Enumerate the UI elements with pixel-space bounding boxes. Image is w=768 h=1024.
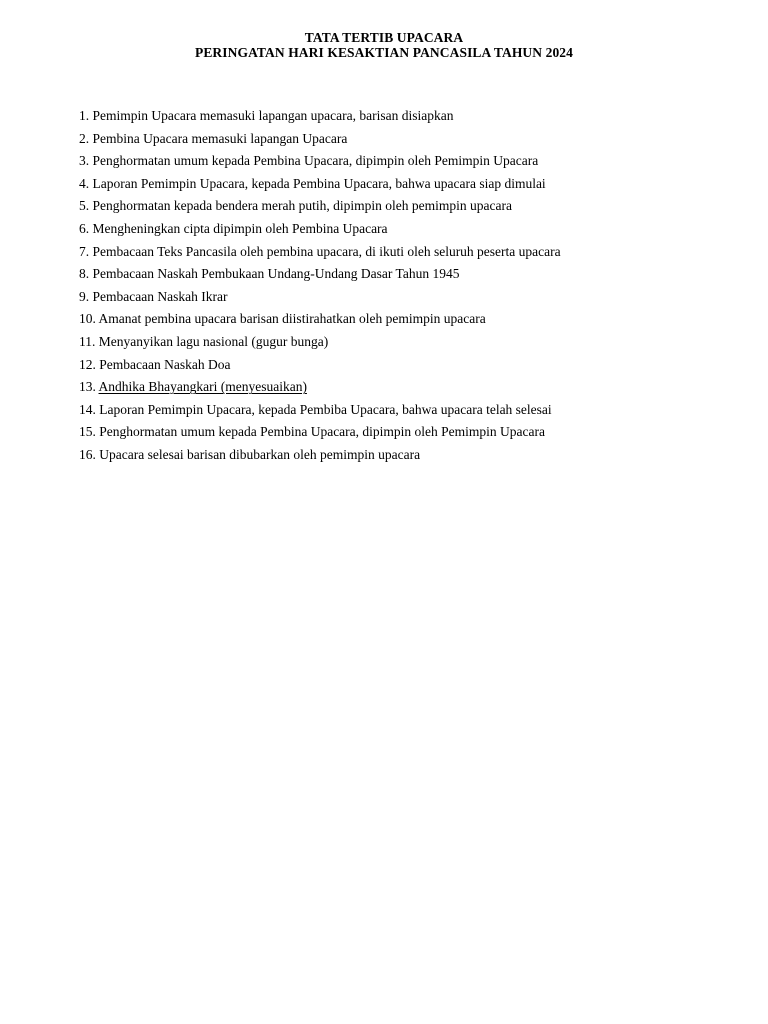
item-number: 5.: [79, 198, 90, 214]
list-item: [79, 421, 739, 444]
list-item: [79, 218, 739, 241]
item-number: 7.: [79, 243, 90, 259]
list-item: [79, 331, 739, 354]
document-subtitle: PERINGATAN HARI KESAKTIAN PANCASILA TAHUN 2024: [194, 45, 574, 60]
list-item: [79, 399, 739, 422]
list-item: [79, 308, 739, 331]
item-number: 12.: [79, 356, 96, 372]
document-title-block: [0, 30, 768, 60]
list-item: [79, 376, 739, 399]
item-text: Laporan Pemimpin Upacara, kepada Pembina Upacara, bahwa upacara siap dimulai: [92, 175, 546, 191]
item-text: Pembacaan Teks Pancasila oleh pembina upacara, di ikuti oleh seluruh peserta upacara: [92, 243, 561, 259]
list-item: [79, 354, 739, 377]
list-item: [79, 128, 739, 151]
item-number: 3.: [79, 153, 90, 169]
item-text: Laporan Pemimpin Upacara, kepada Pembiba Upacara, bahwa upacara telah selesai: [99, 401, 552, 417]
item-text: Penghormatan umum kepada Pembina Upacara, dipimpin oleh Pemimpin Upacara: [92, 153, 539, 169]
item-text-underlined: Andhika Bhayangkari (menyesuaikan): [98, 379, 307, 395]
item-text: Penghormatan kepada bendera merah putih, dipimpin oleh pemimpin upacara: [92, 198, 512, 214]
list-item: [79, 286, 739, 309]
list-item: [79, 150, 739, 173]
item-text: Pembacaan Naskah Ikrar: [92, 288, 228, 304]
list-item: [79, 105, 739, 128]
item-text: Amanat pembina upacara barisan diistirahatkan oleh pemimpin upacara: [98, 311, 486, 327]
procedure-list: [79, 105, 739, 467]
item-number: 4.: [79, 175, 90, 191]
item-text: Upacara selesai barisan dibubarkan oleh pemimpin upacara: [99, 446, 421, 462]
item-number: 15.: [79, 424, 96, 440]
item-text: Pembina Upacara memasuki lapangan Upacara: [92, 130, 348, 146]
item-text: Pemimpin Upacara memasuki lapangan upacara, barisan disiapkan: [92, 108, 454, 123]
list-item: [79, 173, 739, 196]
item-number: 2.: [79, 130, 90, 146]
item-text: Pembacaan Naskah Doa: [99, 356, 231, 372]
item-text: Penghormatan umum kepada Pembina Upacara, dipimpin oleh Pemimpin Upacara: [99, 424, 546, 440]
list-item: [79, 263, 739, 286]
item-number: 6.: [79, 220, 90, 236]
item-number: 10.: [79, 311, 96, 327]
item-text: Mengheningkan cipta dipimpin oleh Pembina Upacara: [92, 220, 388, 236]
item-number: 1.: [79, 108, 90, 123]
list-item: [79, 241, 739, 264]
item-number: 8.: [79, 266, 90, 282]
list-item: [79, 444, 739, 467]
item-number: 13.: [79, 379, 96, 395]
document-title: TATA TERTIB UPACARA: [304, 30, 464, 45]
item-text: Pembacaan Naskah Pembukaan Undang-Undang Dasar Tahun 1945: [92, 266, 460, 282]
item-text: Menyanyikan lagu nasional (gugur bunga): [98, 333, 329, 349]
item-number: 11.: [79, 333, 96, 349]
item-number: 16.: [79, 446, 96, 462]
list-item: [79, 195, 739, 218]
item-number: 9.: [79, 288, 90, 304]
item-number: 14.: [79, 401, 96, 417]
